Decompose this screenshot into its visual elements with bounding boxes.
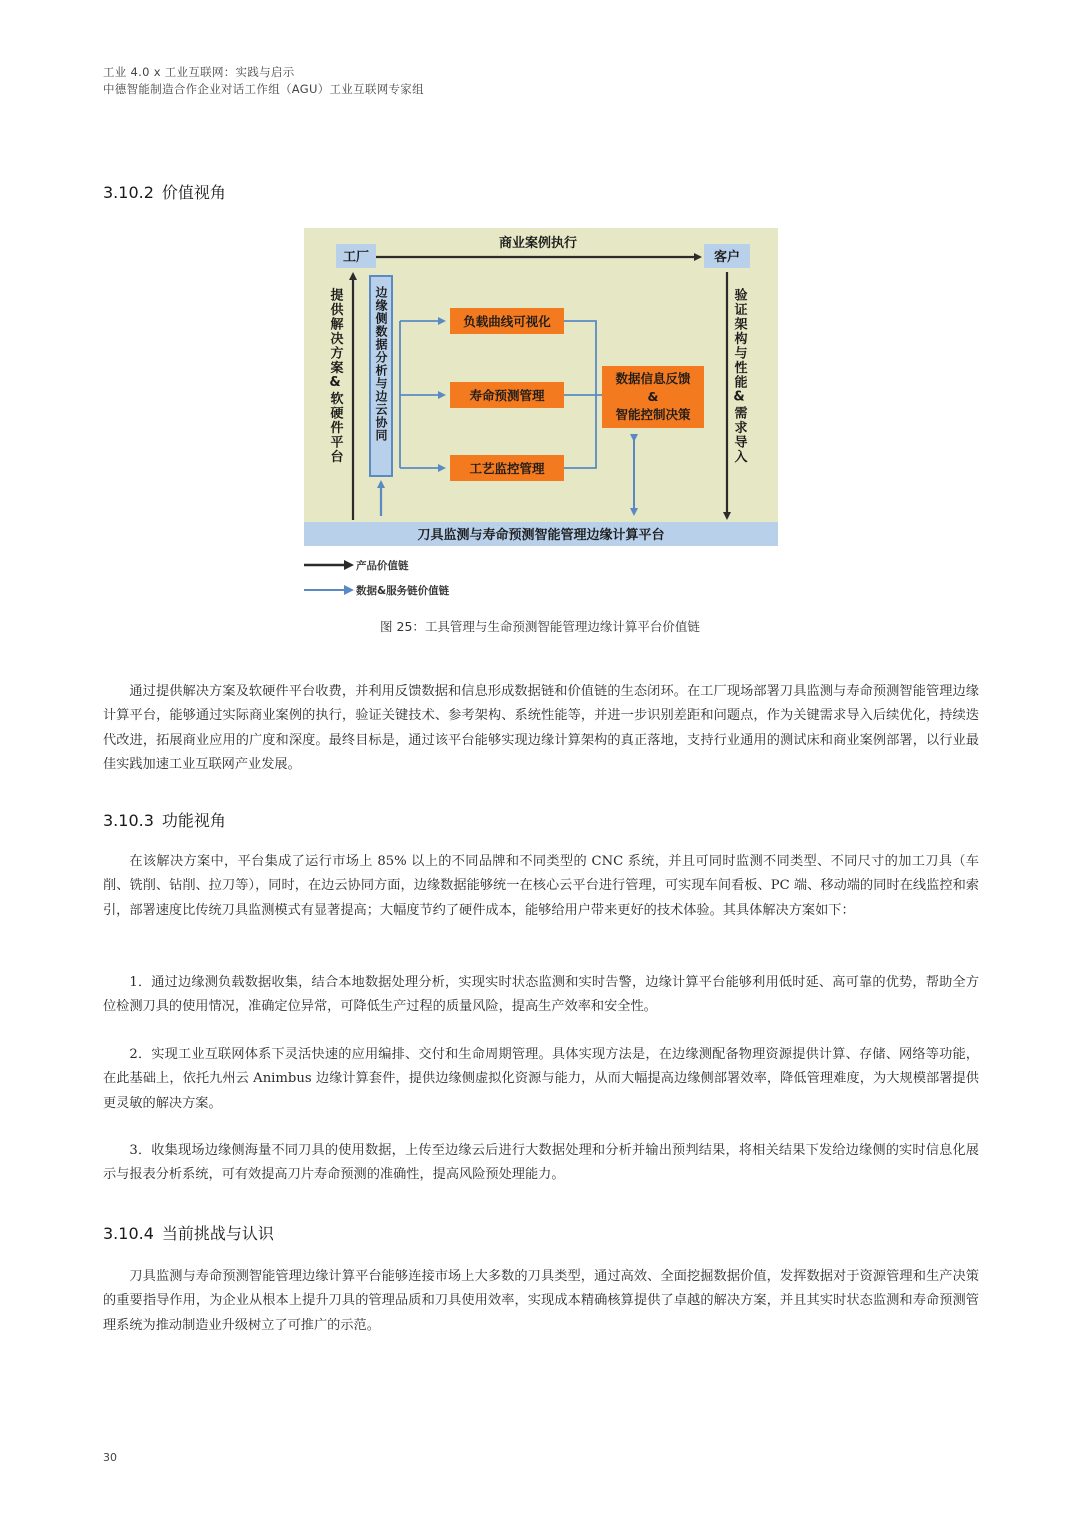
section-heading-3-10-4 <box>103 1221 274 1244</box>
feedback-line1: 数据信息反馈 <box>615 371 691 386</box>
box-life-prediction-label: 寿命预测管理 <box>469 388 545 403</box>
legend-data-label: 数据&服务链价值链 <box>356 585 450 597</box>
feedback-line2: & <box>647 389 659 404</box>
section-heading-3-10-3 <box>103 808 226 831</box>
list-item-1 <box>103 971 979 1020</box>
header-subtitle: 中德智能制造合作企业对话工作组（AGU）工业互联网专家组 <box>103 82 424 96</box>
legend-data-chain <box>304 583 604 599</box>
edge-vertical-label: 边缘侧数据分析与边云协同 <box>374 286 388 442</box>
section-number: 3.10.2 <box>103 183 154 202</box>
page-number: 30 <box>103 1451 117 1464</box>
section-number: 3.10.4 <box>103 1224 154 1243</box>
legend-product-chain <box>304 558 604 574</box>
list-item-text: 3．收集现场边缘侧海量不同刀具的使用数据，上传至边缘云后进行大数据处理和分析并输出预判结果，将相关结果下发给边缘侧的实时信息化展示与报表分析系统，可有效提高刀片寿命预测的准确性，提高风险预处理能力。 <box>103 1143 979 1183</box>
top-bar-label: 商业案例执行 <box>498 236 578 251</box>
paragraph-text: 通过提供解决方案及软硬件平台收费，并利用反馈数据和信息形成数据链和价值链的生态闭环。在工厂现场部署刀具监测与寿命预测智能管理边缘计算平台，能够通过实际商业案例的执行，验证关键技术、参考架构、系统性能等，并进一步识别差距和问题点，作为关键需求导入后续优化，持续迭代改进，拓展商业应用的广度和深度。最终目标是，通过该平台能够实现边缘计算架构的真正落地，支持行业通用的测试床和商业案例部署，以行业最佳实践加速工业互联网产业发展。 <box>103 684 979 772</box>
bottom-bar-label: 刀具监测与寿命预测智能管理边缘计算平台 <box>417 528 665 543</box>
section-number: 3.10.3 <box>103 811 154 830</box>
section-title: 功能视角 <box>161 811 226 830</box>
figure-caption: 图 25：工具管理与生命预测智能管理边缘计算平台价值链 <box>380 619 700 634</box>
list-item-text: 2．实现工业互联网体系下灵活快速的应用编排、交付和生命周期管理。具体实现方法是，在边缘测配备物理资源提供计算、存储、网络等功能，在此基础上，依托九州云 Animbus 边缘计算套件，提供边缘侧虚拟化资源与能力，从而大幅提高边缘侧部署效率，降低管理难度，为大规模部署提供更灵敏的解决方案。 <box>103 1047 979 1111</box>
list-item-text: 1．通过边缘测负载数据收集，结合本地数据处理分析，实现实时状态监测和实时告警，边缘计算平台能够利用低时延、高可靠的优势，帮助全方位检测刀具的使用情况，准确定位异常，可降低生产过程的质量风险，提高生产效率和安全性。 <box>103 975 979 1015</box>
feedback-line3: 智能控制决策 <box>615 407 691 422</box>
section-title: 价值视角 <box>161 183 226 202</box>
paragraph-text: 刀具监测与寿命预测智能管理边缘计算平台能够连接市场上大多数的刀具类型，通过高效、全面挖掘数据价值，发挥数据对于资源管理和生产决策的重要指导作用，为企业从根本上提升刀具的管理品质和刀具使用效率，实现成本精确核算提供了卓越的解决方案，并且其实时状态监测和寿命预测管理系统为推动制造业升级树立了可推广的示范。 <box>103 1269 979 1333</box>
section-title: 当前挑战与认识 <box>161 1224 274 1243</box>
section-heading-3-10-2 <box>103 180 226 203</box>
legend-dark-arrow-icon <box>304 560 354 570</box>
legend-product-label: 产品价值链 <box>356 560 409 572</box>
paragraph-text: 在该解决方案中，平台集成了运行市场上 85% 以上的不同品牌和不同类型的 CNC 系统，并且可同时监测不同类型、不同尺寸的加工刀具（车削、铣削、钻削、拉刀等），同时，在边云协同方面，边缘数据能够统一在核心云平台进行管理，可实现车间看板、PC 端、移动端的同时在线监控和索引，部署速度比传统刀具监测模式有显著提高；大幅度节约了硬件成本，能够给用户带来更好的技术体验。其具体解决方案如下： <box>103 854 979 918</box>
legend-blue-arrow-icon <box>304 585 354 595</box>
left-vertical-label: 提供解决方案&软硬件平台 <box>327 288 343 464</box>
list-item-2 <box>103 1043 979 1116</box>
right-vertical-label: 验证架构与性能&需求导入 <box>731 288 747 464</box>
paragraph-function-view <box>103 850 979 923</box>
paragraph-challenges <box>103 1265 979 1338</box>
box-load-curve-label: 负载曲线可视化 <box>463 314 551 329</box>
box-process-monitoring-label: 工艺监控管理 <box>469 461 545 476</box>
value-chain-diagram <box>304 228 778 546</box>
factory-label: 工厂 <box>342 250 370 265</box>
header-title: 工业 4.0 x 工业互联网：实践与启示 <box>103 65 295 79</box>
customer-label: 客户 <box>713 250 741 265</box>
paragraph-value-view <box>103 680 979 777</box>
list-item-3 <box>103 1139 979 1188</box>
